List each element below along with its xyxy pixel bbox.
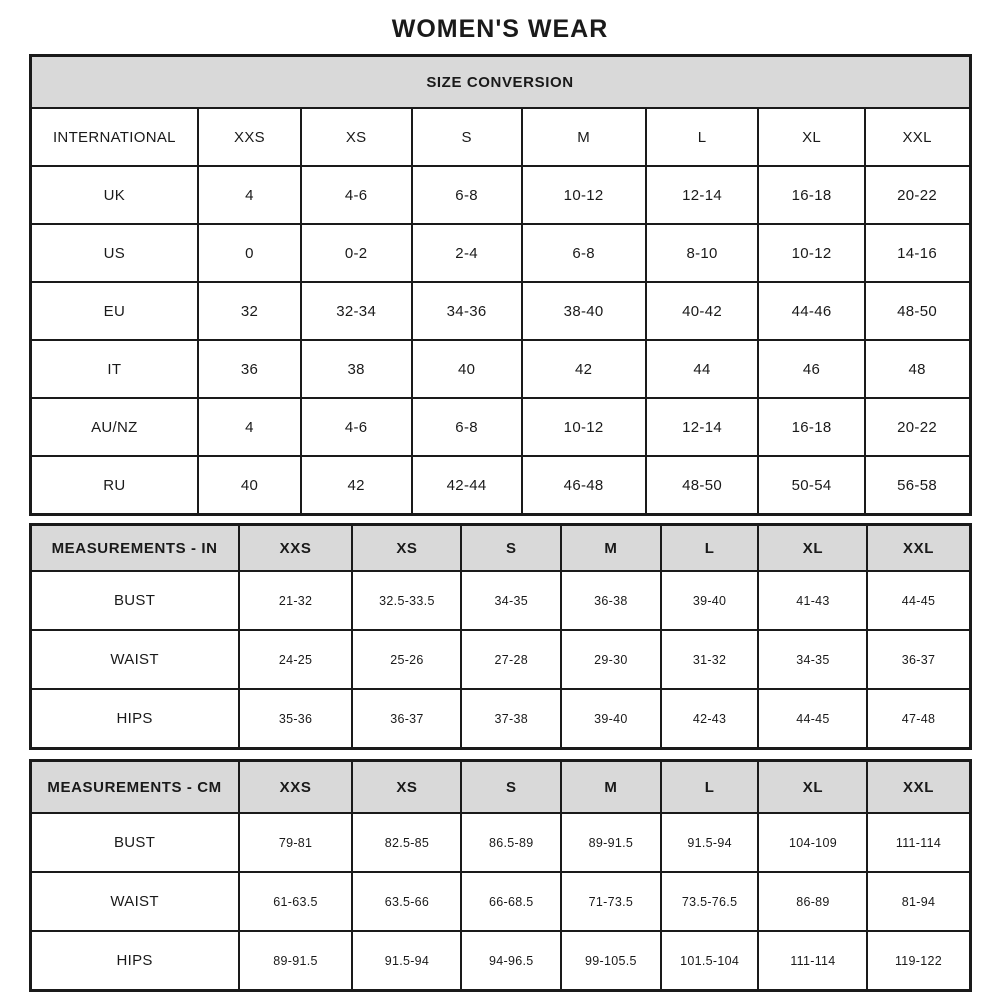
table-row-uk (30, 166, 970, 224)
table-cell: 36-38 (561, 571, 661, 630)
column-header-xxs: XXS (239, 761, 353, 814)
column-header-xxl: XXL (867, 761, 970, 814)
table-cell: 36-37 (867, 630, 970, 689)
table-cell: 71-73.5 (561, 872, 661, 931)
table-cell: 6-8 (412, 398, 522, 456)
table-cell: 10-12 (522, 166, 646, 224)
table-cell: 8-10 (646, 224, 759, 282)
table-cell: 29-30 (561, 630, 661, 689)
table-cell: 44 (646, 340, 759, 398)
table-cell: 25-26 (352, 630, 461, 689)
table-cell: 36-37 (352, 689, 461, 749)
table-cell: 42 (522, 340, 646, 398)
table-row-bust (30, 813, 970, 872)
table-cell: 111-114 (867, 813, 970, 872)
page-title: WOMEN'S WEAR (391, 15, 609, 43)
table-title-row (30, 56, 970, 109)
table-row-it (30, 340, 970, 398)
row-label-hips: HIPS (30, 689, 239, 749)
column-header-xl: XL (758, 761, 867, 814)
table-cell: 4-6 (301, 166, 412, 224)
table-cell: 81-94 (867, 872, 970, 931)
table-cell: 56-58 (865, 456, 970, 515)
row-label-bust: BUST (30, 813, 239, 872)
table-cell: 24-25 (239, 630, 353, 689)
table-row-waist (30, 872, 970, 931)
table-cell: 42 (301, 456, 412, 515)
table-cell: 32-34 (301, 282, 412, 340)
table-cell: 91.5-94 (661, 813, 759, 872)
table-cell: 2-4 (412, 224, 522, 282)
column-header-xl: XL (758, 108, 864, 166)
column-header-row (30, 108, 970, 166)
table-cell: 21-32 (239, 571, 353, 630)
column-header-international: INTERNATIONAL (30, 108, 198, 166)
table-row-bust (30, 571, 970, 630)
table-cell: 12-14 (646, 398, 759, 456)
table-cell: 104-109 (758, 813, 867, 872)
column-header-xs: XS (352, 761, 461, 814)
table-cell: 48 (865, 340, 970, 398)
table-cell: 37-38 (461, 689, 561, 749)
table-row-us (30, 224, 970, 282)
column-header-xxl: XXL (867, 525, 970, 572)
table-row-hips (30, 931, 970, 991)
column-header-xs: XS (301, 108, 412, 166)
table-cell: 35-36 (239, 689, 353, 749)
row-label-us: US (30, 224, 198, 282)
table-cell: 46-48 (522, 456, 646, 515)
column-header-l: L (646, 108, 759, 166)
column-header-l: L (661, 525, 759, 572)
row-label-waist: WAIST (30, 872, 239, 931)
column-header-xs: XS (352, 525, 461, 572)
table-cell: 44-46 (758, 282, 864, 340)
table-cell: 4 (198, 166, 300, 224)
row-label-ru: RU (30, 456, 198, 515)
measurements-in-title: MEASUREMENTS - IN (30, 525, 239, 572)
table-cell: 46 (758, 340, 864, 398)
table-cell: 61-63.5 (239, 872, 353, 931)
table-cell: 111-114 (758, 931, 867, 991)
table-cell: 101.5-104 (661, 931, 759, 991)
table-cell: 40-42 (646, 282, 759, 340)
table-cell: 6-8 (412, 166, 522, 224)
table-cell: 0 (198, 224, 300, 282)
table-cell: 89-91.5 (561, 813, 661, 872)
table-row-aunz (30, 398, 970, 456)
table-cell: 34-36 (412, 282, 522, 340)
measurements-cm-title: MEASUREMENTS - CM (30, 761, 239, 814)
table-cell: 4-6 (301, 398, 412, 456)
table-cell: 38-40 (522, 282, 646, 340)
table-cell: 16-18 (758, 166, 864, 224)
table-cell: 82.5-85 (352, 813, 461, 872)
row-label-aunz: AU/NZ (30, 398, 198, 456)
table-cell: 73.5-76.5 (661, 872, 759, 931)
column-header-xl: XL (758, 525, 867, 572)
table-cell: 34-35 (461, 571, 561, 630)
table-cell: 32.5-33.5 (352, 571, 461, 630)
table-cell: 44-45 (758, 689, 867, 749)
column-header-l: L (661, 761, 759, 814)
table-cell: 42-44 (412, 456, 522, 515)
table-row-waist (30, 630, 970, 689)
column-header-s: S (461, 525, 561, 572)
table-cell: 32 (198, 282, 300, 340)
table-cell: 20-22 (865, 398, 970, 456)
row-label-uk: UK (30, 166, 198, 224)
table-cell: 39-40 (661, 571, 759, 630)
table-cell: 94-96.5 (461, 931, 561, 991)
table-cell: 41-43 (758, 571, 867, 630)
table-cell: 10-12 (522, 398, 646, 456)
table-cell: 44-45 (867, 571, 970, 630)
table-cell: 6-8 (522, 224, 646, 282)
table-cell: 99-105.5 (561, 931, 661, 991)
table-cell: 89-91.5 (239, 931, 353, 991)
column-header-m: M (522, 108, 646, 166)
column-header-s: S (461, 761, 561, 814)
table-cell: 40 (198, 456, 300, 515)
table-cell: 4 (198, 398, 300, 456)
table-cell: 91.5-94 (352, 931, 461, 991)
column-header-m: M (561, 761, 661, 814)
table-cell: 66-68.5 (461, 872, 561, 931)
table-cell: 0-2 (301, 224, 412, 282)
table-row-eu (30, 282, 970, 340)
column-header-xxl: XXL (865, 108, 970, 166)
table-cell: 14-16 (865, 224, 970, 282)
table-cell: 48-50 (865, 282, 970, 340)
measurements-in-table (29, 523, 972, 750)
column-header-row (30, 761, 970, 814)
table-cell: 27-28 (461, 630, 561, 689)
table-cell: 38 (301, 340, 412, 398)
table-cell: 42-43 (661, 689, 759, 749)
column-header-row (30, 525, 970, 572)
size-conversion-table (29, 54, 972, 516)
table-cell: 63.5-66 (352, 872, 461, 931)
table-cell: 86-89 (758, 872, 867, 931)
column-header-s: S (412, 108, 522, 166)
table-cell: 48-50 (646, 456, 759, 515)
column-header-m: M (561, 525, 661, 572)
table-cell: 10-12 (758, 224, 864, 282)
table-cell: 16-18 (758, 398, 864, 456)
table-cell: 39-40 (561, 689, 661, 749)
size-conversion-title: SIZE CONVERSION (30, 56, 970, 109)
table-cell: 79-81 (239, 813, 353, 872)
column-header-xxs: XXS (198, 108, 300, 166)
table-cell: 12-14 (646, 166, 759, 224)
table-cell: 20-22 (865, 166, 970, 224)
table-cell: 34-35 (758, 630, 867, 689)
table-cell: 119-122 (867, 931, 970, 991)
table-row-hips (30, 689, 970, 749)
row-label-eu: EU (30, 282, 198, 340)
row-label-bust: BUST (30, 571, 239, 630)
table-cell: 40 (412, 340, 522, 398)
column-header-xxs: XXS (239, 525, 353, 572)
measurements-cm-table (29, 759, 972, 992)
table-row-ru (30, 456, 970, 515)
table-cell: 86.5-89 (461, 813, 561, 872)
row-label-it: IT (30, 340, 198, 398)
table-cell: 31-32 (661, 630, 759, 689)
row-label-hips: HIPS (30, 931, 239, 991)
table-cell: 36 (198, 340, 300, 398)
table-cell: 50-54 (758, 456, 864, 515)
table-cell: 47-48 (867, 689, 970, 749)
row-label-waist: WAIST (30, 630, 239, 689)
